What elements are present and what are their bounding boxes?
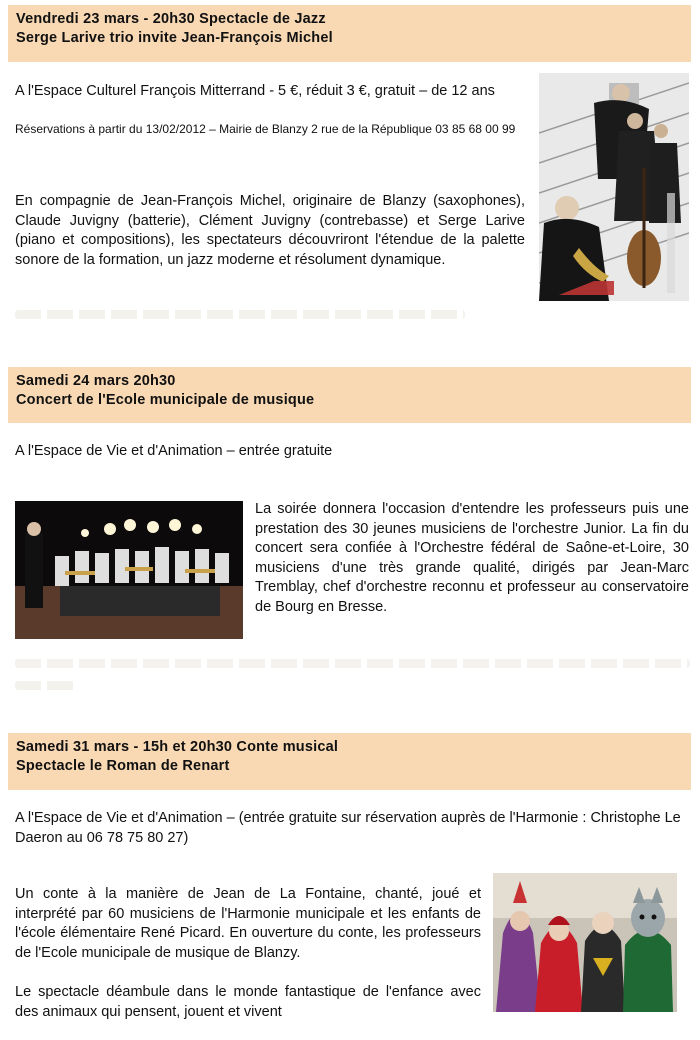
children-costumes-image bbox=[493, 873, 677, 1012]
event-1-header bbox=[8, 5, 691, 62]
event-3-title: Samedi 31 mars - 15h et 20h30 Conte musical bbox=[16, 739, 339, 755]
event-3-description: Un conte à la manière de Jean de La Fontaine, chanté, joué et interprété par 60 musiciens de l'Harmonie municipale et les enfants de l'école élémentaire René Picard. En ouverture du conte, les professeurs de l'Ecole municipale de musique de Blanzy. bbox=[15, 886, 481, 961]
event-1-reservation: Réservations à partir du 13/02/2012 – Mairie de Blanzy 2 rue de la République 03 85 68 00 99 bbox=[15, 122, 516, 136]
event-1-venue: A l'Espace Culturel François Mitterrand - 5 €, réduit 3 €, gratuit – de 12 ans bbox=[15, 83, 495, 99]
event-2-title: Samedi 24 mars 20h30 bbox=[16, 373, 176, 389]
faded-text-line bbox=[15, 310, 465, 319]
event-3-header bbox=[8, 733, 691, 790]
event-3-subtitle: Spectacle le Roman de Renart bbox=[16, 758, 230, 774]
event-3-venue: A l'Espace de Vie et d'Animation – (entrée gratuite sur réservation auprès de l'Harmonie : Christophe Le Daeron au 06 78 75 80 27) bbox=[15, 810, 681, 846]
event-3-description-continued: Le spectacle déambule dans le monde fantastique de l'enfance avec des animaux qui pensent, jouent et vivent bbox=[15, 984, 481, 1020]
event-2-venue: A l'Espace de Vie et d'Animation – entrée gratuite bbox=[15, 443, 333, 459]
jazz-trio-photo bbox=[539, 73, 689, 301]
event-2-subtitle: Concert de l'Ecole municipale de musique bbox=[16, 392, 315, 408]
event-2-description: La soirée donnera l'occasion d'entendre les professeurs puis une prestation des 30 jeunes musiciens de l'orchestre Junior. La fin du concert sera confiée à l'Orchestre fédéral de Saône-et-Loire, 30 musiciens d'une très grande qualité, dirigés par Jean-Marc Tremblay, chef d'orchestre reconnu et professeur au conservatoire de Bourg en Bresse. bbox=[255, 501, 689, 615]
event-1-subtitle: Serge Larive trio invite Jean-François Michel bbox=[16, 30, 333, 46]
orchestra-image bbox=[15, 501, 243, 639]
event-1-title: Vendredi 23 mars - 20h30 Spectacle de Jazz bbox=[16, 11, 326, 27]
jazz-trio-image bbox=[539, 73, 689, 301]
concert-orchestra-photo bbox=[15, 501, 243, 639]
event-1-description: En compagnie de Jean-François Michel, originaire de Blanzy (saxophones), Claude Juvigny (batterie), Clément Juvigny (contrebasse) et Serge Larive (piano et compositions), les spectateurs découvriront l'étendue de la palette sonore de la formation, un jazz moderne et résolument dynamique. bbox=[15, 193, 525, 268]
costumed-children-photo bbox=[493, 873, 677, 1012]
faded-text-line bbox=[15, 681, 75, 690]
event-2-header bbox=[8, 367, 691, 423]
faded-text-line bbox=[15, 659, 690, 668]
